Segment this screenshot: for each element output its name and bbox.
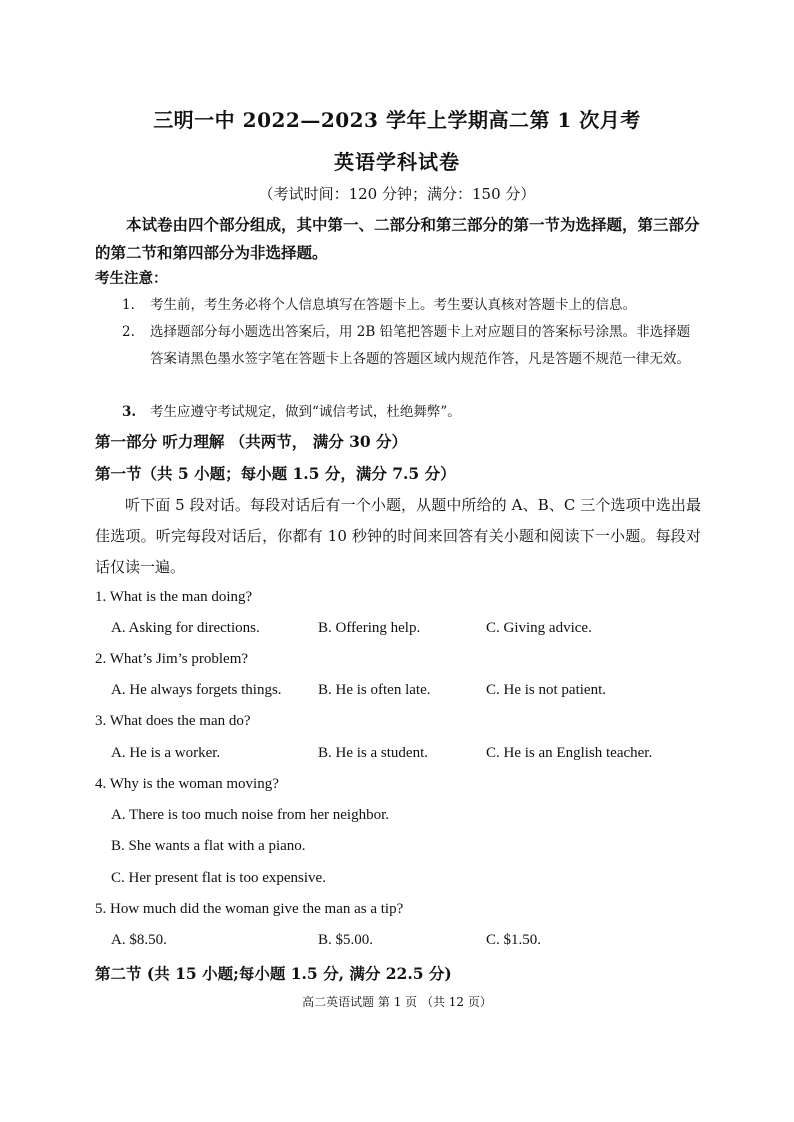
section1-heading: 第一节（共 5 小题；每小题 1.5 分，满分 7.5 分）: [95, 464, 456, 483]
notice-item: [122, 319, 700, 373]
page-footer: 高二英语试题 第 1 页 （共 12 页）: [302, 995, 492, 1009]
question-3-option-b: B. He is a student.: [318, 745, 428, 761]
question-5-option-b: B. $5.00.: [318, 932, 374, 948]
question-1-option-b: B. Offering help.: [318, 620, 421, 636]
subject-title: 英语学科试卷: [334, 150, 460, 174]
notice-item-number: 2.: [122, 324, 135, 340]
question-3-option-c: C. He is an English teacher.: [486, 745, 653, 761]
question-1-option-c: C. Giving advice.: [486, 620, 592, 636]
exam-info: （考试时间：120 分钟；满分：150 分）: [258, 185, 536, 203]
question-4-option-b: B. She wants a flat with a piano.: [111, 838, 306, 854]
question-4-option-a: A. There is too much noise from her neighbor.: [111, 807, 389, 823]
notice-item-number: 1.: [122, 297, 135, 313]
question-5-option-c: C. $1.50.: [486, 932, 542, 948]
notice-item-text: 考生应遵守考试规定，做到“诚信考试，杜绝舞弊”。: [150, 404, 461, 420]
question-2-option-a: A. He always forgets things.: [111, 682, 282, 698]
notice-item: [122, 399, 700, 426]
notice-item-number: 3.: [122, 404, 137, 420]
question-4-option-c: C. Her present flat is too expensive.: [111, 870, 326, 886]
question-1-option-a: A. Asking for directions.: [111, 620, 260, 636]
question-2-option-c: C. He is not patient.: [486, 682, 606, 698]
part1-heading: 第一部分 听力理解 （共两节， 满分 30 分）: [95, 432, 408, 451]
question-5-option-a: A. $8.50.: [111, 932, 167, 948]
question-3-option-a: A. He is a worker.: [111, 745, 221, 761]
notice-label: 考生注意：: [95, 270, 168, 287]
question-2: 2. What’s Jim’s problem?: [95, 651, 249, 667]
question-2-option-b: B. He is often late.: [318, 682, 431, 698]
question-3: 3. What does the man do?: [95, 713, 251, 729]
notice-item: [122, 292, 700, 319]
question-1: 1. What is the man doing?: [95, 589, 253, 605]
intro-paragraph: 本试卷由四个部分组成，其中第一、二部分和第三部分的第一节为选择题，第三部分的第二节和第四部分为非选择题。: [95, 215, 700, 262]
question-5: 5. How much did the woman give the man as a tip?: [95, 901, 404, 917]
notice-item-text: 考生前，考生务必将个人信息填写在答题卡上。考生要认真核对答题卡上的信息。: [150, 297, 636, 313]
section1-instructions: 听下面 5 段对话。每段对话后有一个小题，从题中所给的 A、B、C 三个选项中选出最佳选项。听完每段对话后，你都有 10 秒钟的时间来回答有关小题和阅读下一小题。每段对话仅读一遍。: [95, 496, 701, 576]
notice-item-text: 选择题部分每小题选出答案后，用 2B 铅笔把答题卡上对应题目的答案标号涂黑。非选择题答案请黑色墨水签字笔在答题卡上各题的答题区域内规范作答，凡是答题不规范一律无效。: [150, 324, 691, 367]
exam-title: 三明一中 2022—2023 学年上学期高二第 1 次月考: [153, 108, 641, 132]
section2-heading: 第二节 (共 15 小题;每小题 1.5 分, 满分 22.5 分): [95, 964, 452, 983]
question-4: 4. Why is the woman moving?: [95, 776, 279, 792]
